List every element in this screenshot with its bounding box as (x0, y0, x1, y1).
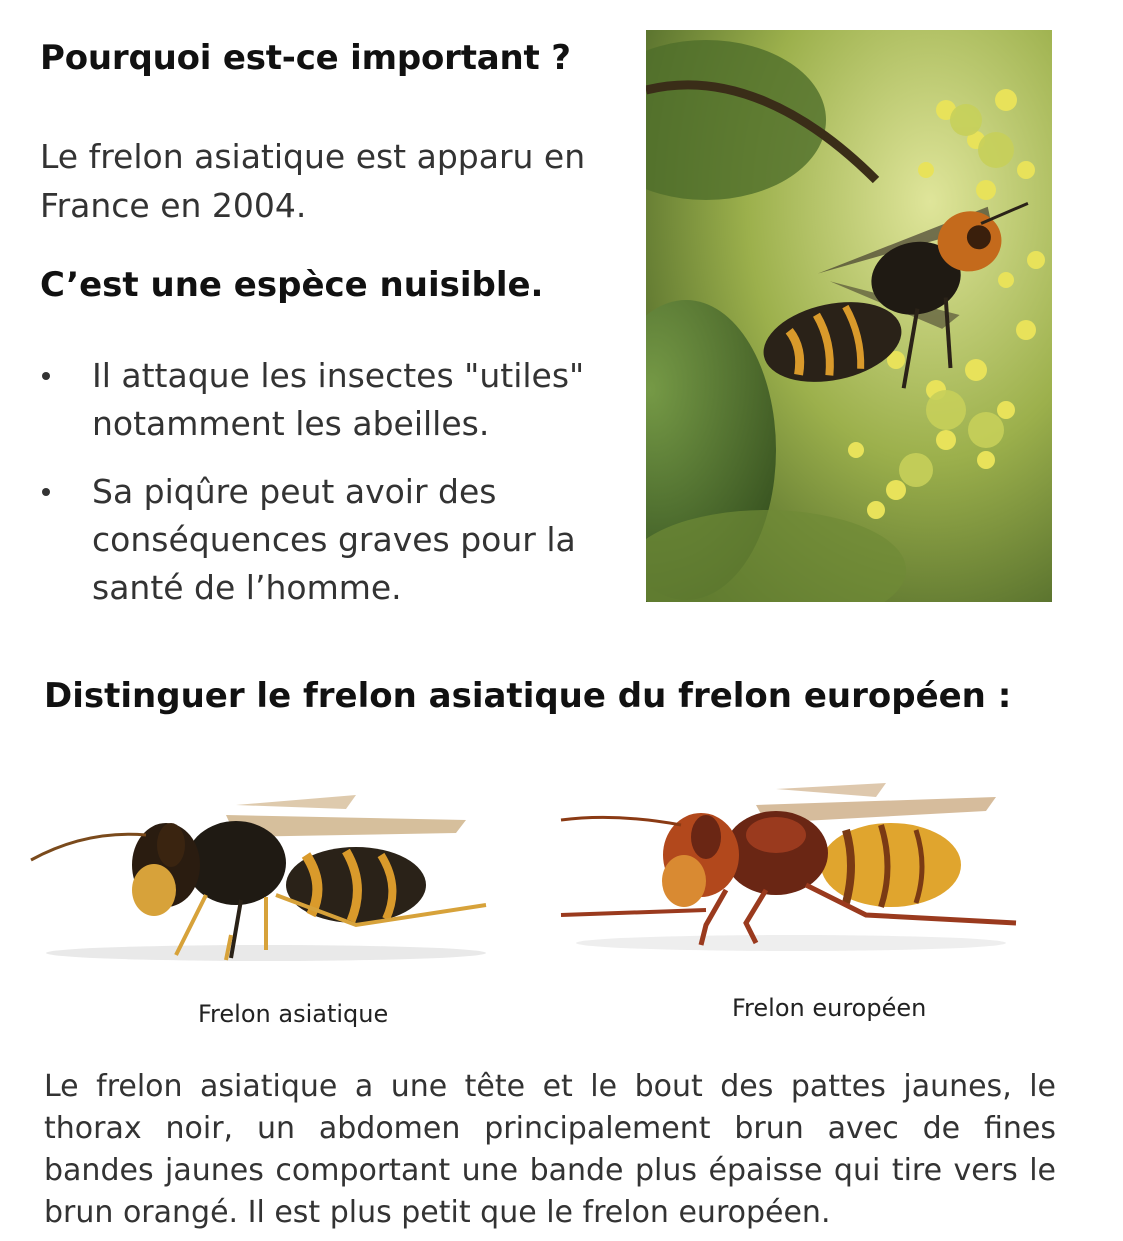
page-title: Pourquoi est-ce important ? (40, 38, 571, 78)
european-hornet-caption: Frelon européen (732, 994, 927, 1022)
nuisance-subtitle: C’est une espèce nuisible. (40, 265, 544, 305)
bullet-dot-icon (42, 372, 50, 380)
bullet-text: Il attaque les insectes "utiles" notamment les abeilles. (92, 356, 585, 443)
bullet-text: Sa piqûre peut avoir des conséquences graves pour la santé de l’homme. (92, 472, 576, 607)
asian-hornet-illustration (26, 775, 506, 965)
description-paragraph: Le frelon asiatique a une tête et le bout des pattes jaunes, le thorax noir, un abdomen principalement brun avec de fines bandes jaunes comportant une bande plus épaisse qui tire vers le brun orangé. Il est plus petit que le frelon européen. (44, 1069, 1056, 1230)
european-hornet-illustration (556, 775, 1026, 955)
hornet-on-flowers-illustration (646, 30, 1052, 602)
asian-hornet-photo (26, 775, 506, 965)
bullet-item (40, 468, 620, 612)
bullet-dot-icon (42, 488, 50, 496)
european-hornet-photo (556, 775, 1026, 955)
comparison-title: Distinguer le frelon asiatique du frelon européen : (44, 676, 1012, 716)
intro-paragraph: Le frelon asiatique est apparu en France en 2004. (40, 137, 586, 225)
hornet-on-flowers-photo (646, 30, 1052, 602)
asian-hornet-caption: Frelon asiatique (198, 1000, 389, 1028)
bullet-item (40, 352, 620, 448)
bullet-list (40, 352, 620, 632)
